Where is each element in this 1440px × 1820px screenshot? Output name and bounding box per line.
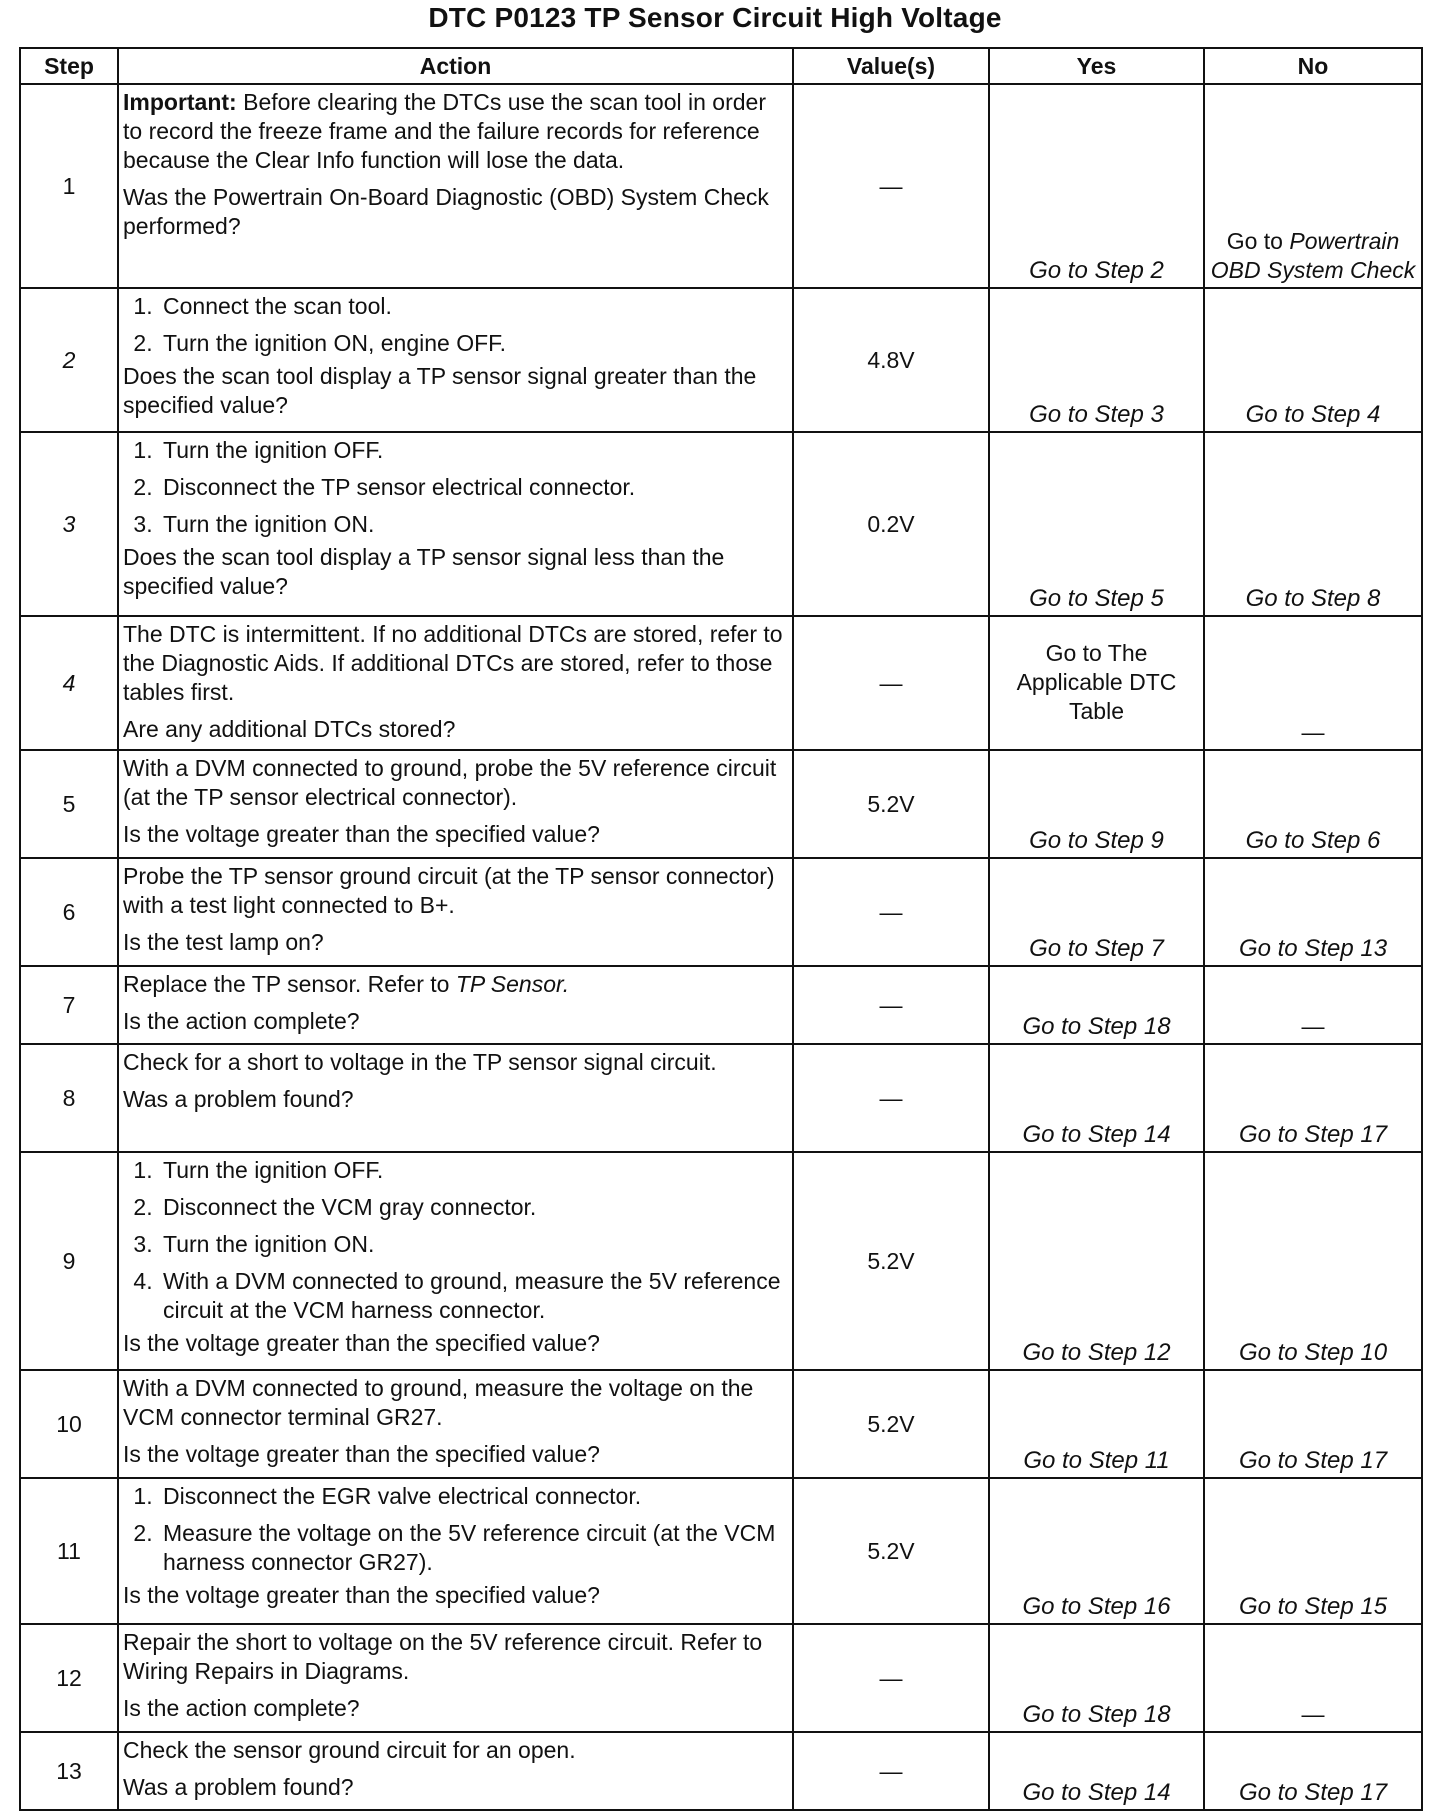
value-cell: — bbox=[793, 1624, 989, 1732]
yes-link[interactable]: Go to Step 18 bbox=[989, 966, 1204, 1044]
important-text: Before clearing the DTCs use the scan tool in order to record the freeze frame and the failure records for reference because the Clear Info function will lose the data. bbox=[123, 89, 766, 173]
no-link[interactable]: Go to Step 17 bbox=[1204, 1044, 1422, 1152]
list-item: 4. With a DVM connected to ground, measure the 5V reference circuit at the VCM harness connector. bbox=[159, 1267, 786, 1325]
no-link[interactable]: Go to Step 8 bbox=[1204, 432, 1422, 616]
list-item: 2. Disconnect the TP sensor electrical connector. bbox=[159, 473, 786, 502]
page-title: DTC P0123 TP Sensor Circuit High Voltage bbox=[428, 2, 1002, 33]
action-text bbox=[123, 970, 786, 999]
yes-link[interactable]: Go to Step 2 bbox=[989, 84, 1204, 288]
action-question: Is the test lamp on? bbox=[123, 929, 324, 955]
value-cell: — bbox=[793, 84, 989, 288]
value-cell: 0.2V bbox=[793, 432, 989, 616]
header-row bbox=[20, 48, 1422, 84]
action-cell bbox=[118, 1624, 793, 1732]
value-cell: — bbox=[793, 858, 989, 966]
yes-link[interactable]: Go to Step 9 bbox=[989, 750, 1204, 858]
action-cell bbox=[118, 1044, 793, 1152]
action-cell bbox=[118, 750, 793, 858]
value-cell: 5.2V bbox=[793, 1152, 989, 1370]
no-link[interactable]: Go to Step 4 bbox=[1204, 288, 1422, 432]
list-item: 1. Turn the ignition OFF. bbox=[159, 1156, 786, 1185]
value-cell: — bbox=[793, 1044, 989, 1152]
action-cell bbox=[118, 616, 793, 750]
step-number: 12 bbox=[20, 1624, 118, 1732]
no-link-prefix: Go to bbox=[1226, 228, 1290, 254]
action-text: The DTC is intermittent. If no additional DTCs are stored, refer to the Diagnostic Aids. If additional DTCs are stored, refer to those tables first. bbox=[123, 621, 783, 705]
action-cell bbox=[118, 858, 793, 966]
value-cell: — bbox=[793, 966, 989, 1044]
table-row bbox=[20, 616, 1422, 750]
list-item: 2. Measure the voltage on the 5V reference circuit (at the VCM harness connector GR27). bbox=[159, 1519, 786, 1577]
no-link[interactable] bbox=[1204, 84, 1422, 288]
yes-link[interactable]: Go to The Applicable DTC Table bbox=[989, 616, 1204, 750]
action-question: Was a problem found? bbox=[123, 1774, 354, 1800]
value-cell: 5.2V bbox=[793, 1478, 989, 1624]
table-row bbox=[20, 1478, 1422, 1624]
step-number: 11 bbox=[20, 1478, 118, 1624]
action-text: Check the sensor ground circuit for an open. bbox=[123, 1737, 576, 1763]
action-question: Does the scan tool display a TP sensor signal greater than the specified value? bbox=[123, 363, 757, 418]
table-row bbox=[20, 84, 1422, 288]
value-cell: 4.8V bbox=[793, 288, 989, 432]
action-cell bbox=[118, 432, 793, 616]
action-cell bbox=[118, 288, 793, 432]
list-item: 3. Turn the ignition ON. bbox=[159, 510, 786, 539]
action-question: Are any additional DTCs stored? bbox=[123, 716, 456, 742]
step-number: 5 bbox=[20, 750, 118, 858]
action-text-prefix: Replace the TP sensor. Refer to bbox=[123, 971, 456, 997]
action-cell bbox=[118, 1370, 793, 1478]
list-item: 3. Turn the ignition ON. bbox=[159, 1230, 786, 1259]
header-yes: Yes bbox=[989, 48, 1204, 84]
no-link[interactable]: Go to Step 15 bbox=[1204, 1478, 1422, 1624]
value-cell: 5.2V bbox=[793, 750, 989, 858]
list-item: 1. Connect the scan tool. bbox=[159, 292, 786, 321]
yes-link[interactable]: Go to Step 7 bbox=[989, 858, 1204, 966]
action-text: With a DVM connected to ground, measure the voltage on the VCM connector terminal GR27. bbox=[123, 1375, 754, 1430]
no-value: — bbox=[1204, 616, 1422, 750]
step-number: 4 bbox=[20, 616, 118, 750]
action-question: Is the voltage greater than the specified value? bbox=[123, 1582, 600, 1608]
table-row bbox=[20, 1624, 1422, 1732]
diagnostic-table bbox=[19, 47, 1423, 1811]
step-number: 9 bbox=[20, 1152, 118, 1370]
action-text bbox=[123, 88, 786, 175]
action-list bbox=[123, 292, 786, 358]
no-value: — bbox=[1204, 966, 1422, 1044]
action-question: Does the scan tool display a TP sensor signal less than the specified value? bbox=[123, 544, 725, 599]
action-question: Is the voltage greater than the specified value? bbox=[123, 821, 600, 847]
yes-link[interactable]: Go to Step 5 bbox=[989, 432, 1204, 616]
header-step: Step bbox=[20, 48, 118, 84]
action-list bbox=[123, 436, 786, 539]
value-cell: — bbox=[793, 616, 989, 750]
action-question: Is the action complete? bbox=[123, 1008, 360, 1034]
no-link[interactable]: Go to Step 10 bbox=[1204, 1152, 1422, 1370]
yes-link[interactable]: Go to Step 14 bbox=[989, 1044, 1204, 1152]
table-row bbox=[20, 966, 1422, 1044]
yes-link[interactable]: Go to Step 18 bbox=[989, 1624, 1204, 1732]
action-cell bbox=[118, 966, 793, 1044]
action-question: Is the action complete? bbox=[123, 1695, 360, 1721]
table-row bbox=[20, 432, 1422, 616]
action-question: Is the voltage greater than the specified value? bbox=[123, 1441, 600, 1467]
action-cell bbox=[118, 1732, 793, 1810]
no-link[interactable]: Go to Step 17 bbox=[1204, 1370, 1422, 1478]
action-question: Was a problem found? bbox=[123, 1086, 354, 1112]
action-cell bbox=[118, 1152, 793, 1370]
step-number: 8 bbox=[20, 1044, 118, 1152]
important-label: Important: bbox=[123, 89, 237, 115]
action-list bbox=[123, 1156, 786, 1325]
step-number: 3 bbox=[20, 432, 118, 616]
no-link-target: Powertrain OBD System Check bbox=[1210, 228, 1416, 283]
action-text-reference: TP Sensor. bbox=[455, 971, 570, 997]
action-question: Was the Powertrain On-Board Diagnostic (OBD) System Check performed? bbox=[123, 184, 769, 239]
step-number: 6 bbox=[20, 858, 118, 966]
step-number: 2 bbox=[20, 288, 118, 432]
no-value: — bbox=[1204, 1624, 1422, 1732]
action-text: Probe the TP sensor ground circuit (at the TP sensor connector) with a test light connected to B+. bbox=[123, 863, 775, 918]
table-row bbox=[20, 1370, 1422, 1478]
value-cell: — bbox=[793, 1732, 989, 1810]
no-link[interactable]: Go to Step 13 bbox=[1204, 858, 1422, 966]
action-cell bbox=[118, 84, 793, 288]
action-list bbox=[123, 1482, 786, 1577]
no-link[interactable]: Go to Step 17 bbox=[1204, 1732, 1422, 1810]
yes-link[interactable]: Go to Step 14 bbox=[989, 1732, 1204, 1810]
list-item: 2. Turn the ignition ON, engine OFF. bbox=[159, 329, 786, 358]
list-item: 1. Turn the ignition OFF. bbox=[159, 436, 786, 465]
yes-link[interactable]: Go to Step 11 bbox=[989, 1370, 1204, 1478]
table-row bbox=[20, 1732, 1422, 1810]
yes-link[interactable]: Go to Step 12 bbox=[989, 1152, 1204, 1370]
value-cell: 5.2V bbox=[793, 1370, 989, 1478]
table-row bbox=[20, 1044, 1422, 1152]
step-number: 7 bbox=[20, 966, 118, 1044]
table-row bbox=[20, 750, 1422, 858]
table-row bbox=[20, 288, 1422, 432]
action-text: Check for a short to voltage in the TP sensor signal circuit. bbox=[123, 1049, 717, 1075]
step-number: 10 bbox=[20, 1370, 118, 1478]
table-row bbox=[20, 1152, 1422, 1370]
header-action: Action bbox=[118, 48, 793, 84]
action-cell bbox=[118, 1478, 793, 1624]
yes-link[interactable]: Go to Step 3 bbox=[989, 288, 1204, 432]
action-question: Is the voltage greater than the specified value? bbox=[123, 1330, 600, 1356]
no-link[interactable]: Go to Step 6 bbox=[1204, 750, 1422, 858]
step-number: 1 bbox=[20, 84, 118, 288]
header-no: No bbox=[1204, 48, 1422, 84]
table-row bbox=[20, 858, 1422, 966]
action-text: Repair the short to voltage on the 5V reference circuit. Refer to Wiring Repairs in Diagrams. bbox=[123, 1629, 763, 1684]
list-item: 2. Disconnect the VCM gray connector. bbox=[159, 1193, 786, 1222]
step-number: 13 bbox=[20, 1732, 118, 1810]
list-item: 1. Disconnect the EGR valve electrical connector. bbox=[159, 1482, 786, 1511]
action-text: With a DVM connected to ground, probe the 5V reference circuit (at the TP sensor electrical connector). bbox=[123, 755, 777, 810]
yes-link[interactable]: Go to Step 16 bbox=[989, 1478, 1204, 1624]
header-values: Value(s) bbox=[793, 48, 989, 84]
